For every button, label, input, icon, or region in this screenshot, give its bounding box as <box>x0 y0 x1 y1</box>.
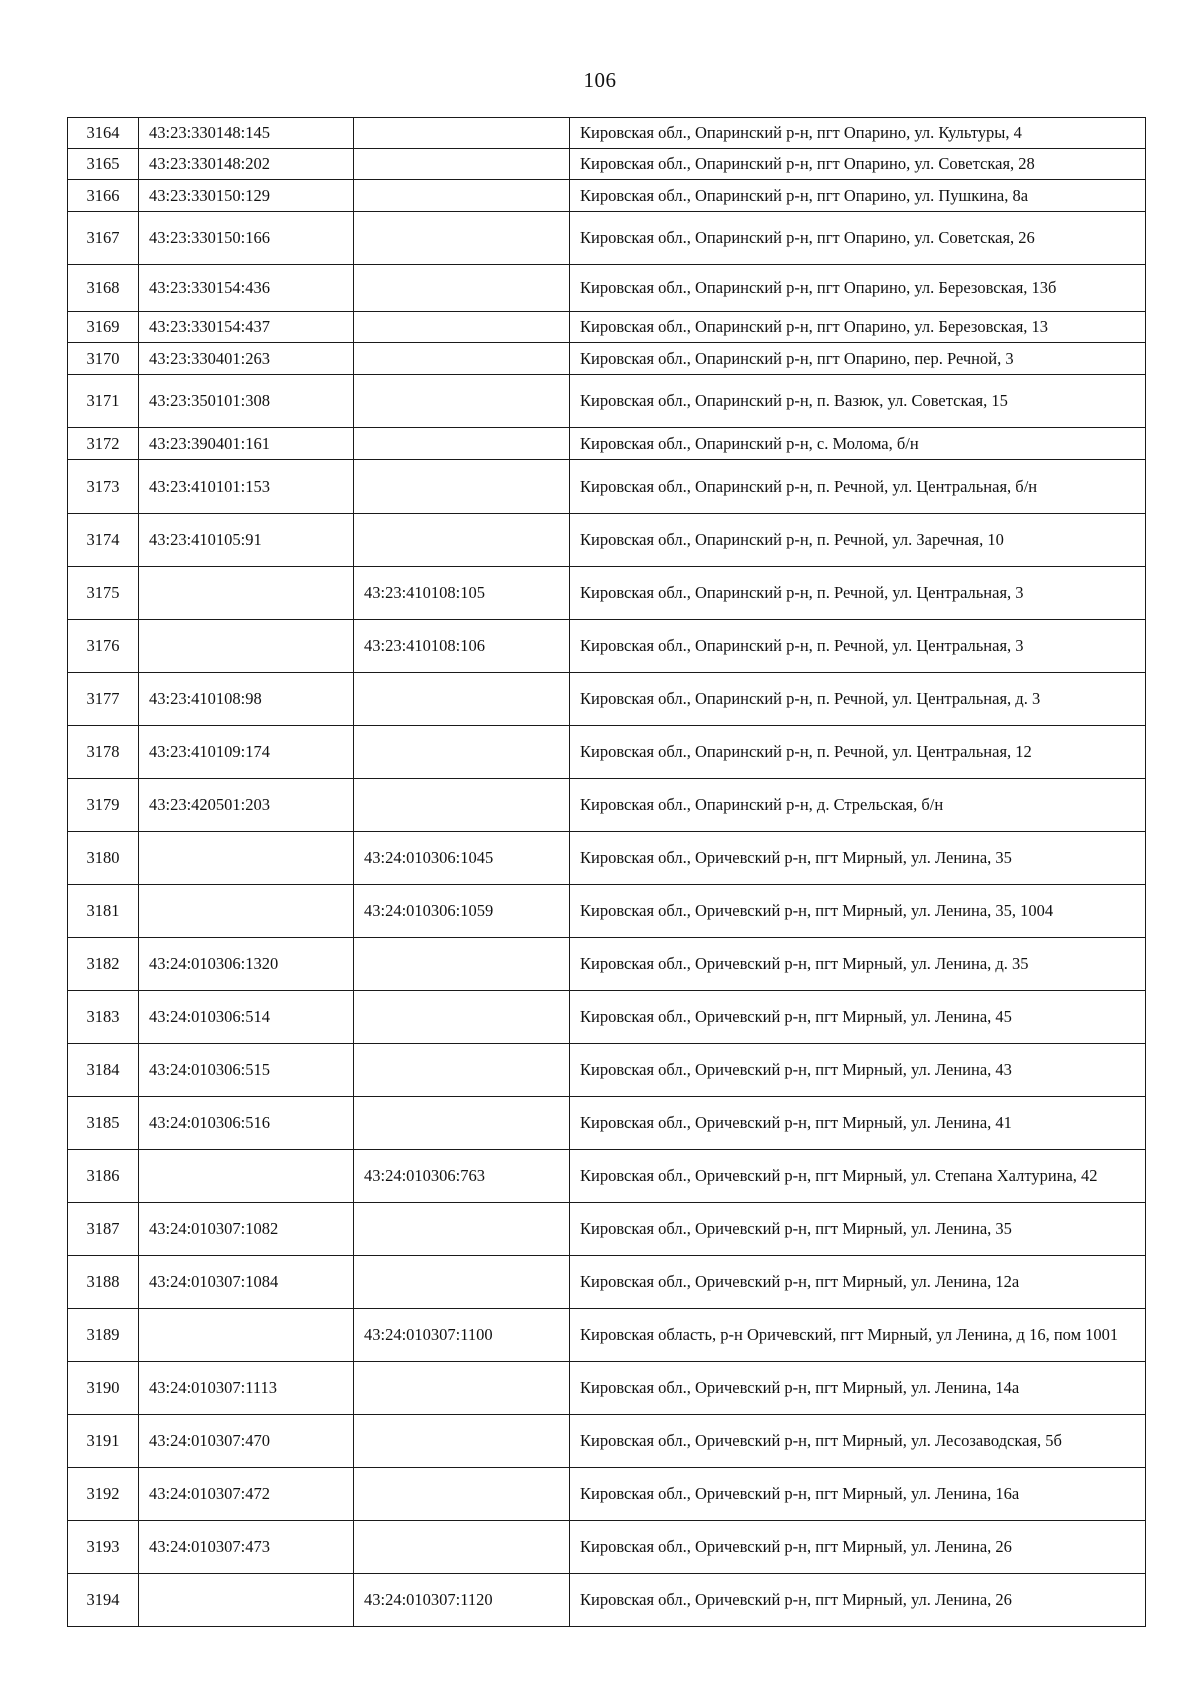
table-row <box>68 1256 1146 1309</box>
table-row <box>68 938 1146 991</box>
object-cadastral-number <box>354 375 570 428</box>
table-row <box>68 1203 1146 1256</box>
table-row <box>68 428 1146 460</box>
address-cell: Кировская область, р-н Оричевский, пгт Мирный, ул Ленина, д 16, пом 1001 <box>570 1309 1146 1362</box>
row-number: 3180 <box>68 832 139 885</box>
parcel-cadastral-number: 43:24:010307:1113 <box>139 1362 354 1415</box>
address-cell: Кировская обл., Оричевский р-н, пгт Мирный, ул. Ленина, 45 <box>570 991 1146 1044</box>
address-cell: Кировская обл., Оричевский р-н, пгт Мирный, ул. Ленина, 41 <box>570 1097 1146 1150</box>
address-cell: Кировская обл., Оричевский р-н, пгт Мирный, ул. Ленина, 35 <box>570 832 1146 885</box>
table-row <box>68 885 1146 938</box>
parcel-cadastral-number: 43:24:010306:514 <box>139 991 354 1044</box>
object-cadastral-number <box>354 212 570 265</box>
table-row <box>68 779 1146 832</box>
parcel-cadastral-number <box>139 885 354 938</box>
address-cell: Кировская обл., Опаринский р-н, пгт Опарино, ул. Советская, 28 <box>570 149 1146 180</box>
row-number: 3189 <box>68 1309 139 1362</box>
parcel-cadastral-number <box>139 620 354 673</box>
row-number: 3174 <box>68 514 139 567</box>
address-cell: Кировская обл., Опаринский р-н, п. Речной, ул. Заречная, 10 <box>570 514 1146 567</box>
row-number: 3182 <box>68 938 139 991</box>
parcel-cadastral-number <box>139 1574 354 1627</box>
row-number: 3166 <box>68 180 139 212</box>
address-cell: Кировская обл., Оричевский р-н, пгт Мирный, ул. Ленина, 35 <box>570 1203 1146 1256</box>
table-row <box>68 460 1146 514</box>
object-cadastral-number <box>354 1097 570 1150</box>
address-cell: Кировская обл., Опаринский р-н, п. Речной, ул. Центральная, 12 <box>570 726 1146 779</box>
row-number: 3194 <box>68 1574 139 1627</box>
address-cell: Кировская обл., Опаринский р-н, пгт Опарино, ул. Березовская, 13 <box>570 312 1146 343</box>
table-row <box>68 1468 1146 1521</box>
row-number: 3165 <box>68 149 139 180</box>
row-number: 3186 <box>68 1150 139 1203</box>
address-cell: Кировская обл., Оричевский р-н, пгт Мирный, ул. Степана Халтурина, 42 <box>570 1150 1146 1203</box>
address-cell: Кировская обл., Опаринский р-н, п. Речной, ул. Центральная, б/н <box>570 460 1146 514</box>
table-row <box>68 212 1146 265</box>
row-number: 3173 <box>68 460 139 514</box>
address-cell: Кировская обл., Оричевский р-н, пгт Мирный, ул. Ленина, 35, 1004 <box>570 885 1146 938</box>
table-row <box>68 375 1146 428</box>
object-cadastral-number <box>354 149 570 180</box>
object-cadastral-number: 43:24:010306:763 <box>354 1150 570 1203</box>
object-cadastral-number <box>354 460 570 514</box>
parcel-cadastral-number <box>139 1309 354 1362</box>
object-cadastral-number <box>354 265 570 312</box>
table-row <box>68 1574 1146 1627</box>
address-cell: Кировская обл., Оричевский р-н, пгт Мирный, ул. Ленина, 12а <box>570 1256 1146 1309</box>
object-cadastral-number <box>354 312 570 343</box>
object-cadastral-number <box>354 1521 570 1574</box>
row-number: 3164 <box>68 118 139 149</box>
parcel-cadastral-number <box>139 567 354 620</box>
parcel-cadastral-number: 43:23:330148:145 <box>139 118 354 149</box>
object-cadastral-number: 43:24:010307:1120 <box>354 1574 570 1627</box>
parcel-cadastral-number: 43:24:010306:515 <box>139 1044 354 1097</box>
address-cell: Кировская обл., Опаринский р-н, с. Молома, б/н <box>570 428 1146 460</box>
object-cadastral-number <box>354 726 570 779</box>
object-cadastral-number: 43:23:410108:106 <box>354 620 570 673</box>
address-cell: Кировская обл., Опаринский р-н, п. Речной, ул. Центральная, д. 3 <box>570 673 1146 726</box>
parcel-cadastral-number: 43:24:010307:470 <box>139 1415 354 1468</box>
parcel-cadastral-number: 43:24:010306:516 <box>139 1097 354 1150</box>
row-number: 3168 <box>68 265 139 312</box>
table-row <box>68 312 1146 343</box>
object-cadastral-number: 43:23:410108:105 <box>354 567 570 620</box>
address-cell: Кировская обл., Опаринский р-н, пгт Опарино, ул. Березовская, 13б <box>570 265 1146 312</box>
row-number: 3181 <box>68 885 139 938</box>
table-row <box>68 514 1146 567</box>
parcel-cadastral-number: 43:23:330148:202 <box>139 149 354 180</box>
address-cell: Кировская обл., Оричевский р-н, пгт Мирный, ул. Лесозаводская, 5б <box>570 1415 1146 1468</box>
object-cadastral-number <box>354 938 570 991</box>
object-cadastral-number <box>354 1362 570 1415</box>
object-cadastral-number <box>354 779 570 832</box>
address-cell: Кировская обл., Опаринский р-н, п. Речной, ул. Центральная, 3 <box>570 567 1146 620</box>
parcel-cadastral-number: 43:24:010307:1082 <box>139 1203 354 1256</box>
row-number: 3177 <box>68 673 139 726</box>
address-cell: Кировская обл., Опаринский р-н, пгт Опарино, ул. Культуры, 4 <box>570 118 1146 149</box>
row-number: 3183 <box>68 991 139 1044</box>
row-number: 3187 <box>68 1203 139 1256</box>
object-cadastral-number: 43:24:010307:1100 <box>354 1309 570 1362</box>
row-number: 3172 <box>68 428 139 460</box>
parcel-cadastral-number: 43:23:410108:98 <box>139 673 354 726</box>
address-cell: Кировская обл., Опаринский р-н, д. Стрельская, б/н <box>570 779 1146 832</box>
parcel-cadastral-number: 43:23:330401:263 <box>139 343 354 375</box>
parcel-cadastral-number: 43:23:390401:161 <box>139 428 354 460</box>
parcel-cadastral-number: 43:23:410101:153 <box>139 460 354 514</box>
table-row <box>68 1150 1146 1203</box>
row-number: 3179 <box>68 779 139 832</box>
row-number: 3175 <box>68 567 139 620</box>
object-cadastral-number <box>354 1415 570 1468</box>
parcel-cadastral-number: 43:23:330154:437 <box>139 312 354 343</box>
object-cadastral-number <box>354 118 570 149</box>
row-number: 3169 <box>68 312 139 343</box>
property-registry-table <box>67 117 1146 1627</box>
table-row <box>68 1362 1146 1415</box>
row-number: 3167 <box>68 212 139 265</box>
object-cadastral-number <box>354 1044 570 1097</box>
object-cadastral-number: 43:24:010306:1059 <box>354 885 570 938</box>
parcel-cadastral-number <box>139 832 354 885</box>
address-cell: Кировская обл., Оричевский р-н, пгт Мирный, ул. Ленина, 14а <box>570 1362 1146 1415</box>
table-row <box>68 1097 1146 1150</box>
row-number: 3190 <box>68 1362 139 1415</box>
table-row <box>68 343 1146 375</box>
object-cadastral-number <box>354 1256 570 1309</box>
address-cell: Кировская обл., Опаринский р-н, п. Вазюк, ул. Советская, 15 <box>570 375 1146 428</box>
parcel-cadastral-number: 43:24:010307:472 <box>139 1468 354 1521</box>
object-cadastral-number <box>354 514 570 567</box>
row-number: 3193 <box>68 1521 139 1574</box>
row-number: 3191 <box>68 1415 139 1468</box>
parcel-cadastral-number: 43:23:330150:166 <box>139 212 354 265</box>
row-number: 3185 <box>68 1097 139 1150</box>
table-row <box>68 149 1146 180</box>
row-number: 3170 <box>68 343 139 375</box>
object-cadastral-number <box>354 991 570 1044</box>
parcel-cadastral-number: 43:23:350101:308 <box>139 375 354 428</box>
object-cadastral-number <box>354 1203 570 1256</box>
parcel-cadastral-number: 43:23:410105:91 <box>139 514 354 567</box>
row-number: 3184 <box>68 1044 139 1097</box>
parcel-cadastral-number: 43:24:010307:473 <box>139 1521 354 1574</box>
address-cell: Кировская обл., Опаринский р-н, пгт Опарино, ул. Пушкина, 8а <box>570 180 1146 212</box>
parcel-cadastral-number: 43:24:010307:1084 <box>139 1256 354 1309</box>
table-row <box>68 726 1146 779</box>
row-number: 3178 <box>68 726 139 779</box>
table-row <box>68 673 1146 726</box>
address-cell: Кировская обл., Оричевский р-н, пгт Мирный, ул. Ленина, д. 35 <box>570 938 1146 991</box>
row-number: 3171 <box>68 375 139 428</box>
table-row <box>68 118 1146 149</box>
parcel-cadastral-number: 43:23:420501:203 <box>139 779 354 832</box>
address-cell: Кировская обл., Оричевский р-н, пгт Мирный, ул. Ленина, 26 <box>570 1574 1146 1627</box>
object-cadastral-number <box>354 673 570 726</box>
address-cell: Кировская обл., Оричевский р-н, пгт Мирный, ул. Ленина, 26 <box>570 1521 1146 1574</box>
parcel-cadastral-number: 43:24:010306:1320 <box>139 938 354 991</box>
address-cell: Кировская обл., Опаринский р-н, пгт Опарино, ул. Советская, 26 <box>570 212 1146 265</box>
table-row <box>68 265 1146 312</box>
table-row <box>68 1309 1146 1362</box>
address-cell: Кировская обл., Опаринский р-н, п. Речной, ул. Центральная, 3 <box>570 620 1146 673</box>
table-row <box>68 1044 1146 1097</box>
parcel-cadastral-number: 43:23:410109:174 <box>139 726 354 779</box>
table-row <box>68 991 1146 1044</box>
row-number: 3176 <box>68 620 139 673</box>
address-cell: Кировская обл., Оричевский р-н, пгт Мирный, ул. Ленина, 16а <box>570 1468 1146 1521</box>
object-cadastral-number <box>354 428 570 460</box>
object-cadastral-number <box>354 180 570 212</box>
table-row <box>68 567 1146 620</box>
address-cell: Кировская обл., Опаринский р-н, пгт Опарино, пер. Речной, 3 <box>570 343 1146 375</box>
object-cadastral-number <box>354 343 570 375</box>
object-cadastral-number <box>354 1468 570 1521</box>
table-row <box>68 180 1146 212</box>
parcel-cadastral-number: 43:23:330150:129 <box>139 180 354 212</box>
row-number: 3192 <box>68 1468 139 1521</box>
table-row <box>68 832 1146 885</box>
table-row <box>68 620 1146 673</box>
page-number: 106 <box>583 68 617 92</box>
table-row <box>68 1521 1146 1574</box>
table-row <box>68 1415 1146 1468</box>
object-cadastral-number: 43:24:010306:1045 <box>354 832 570 885</box>
address-cell: Кировская обл., Оричевский р-н, пгт Мирный, ул. Ленина, 43 <box>570 1044 1146 1097</box>
parcel-cadastral-number <box>139 1150 354 1203</box>
parcel-cadastral-number: 43:23:330154:436 <box>139 265 354 312</box>
row-number: 3188 <box>68 1256 139 1309</box>
